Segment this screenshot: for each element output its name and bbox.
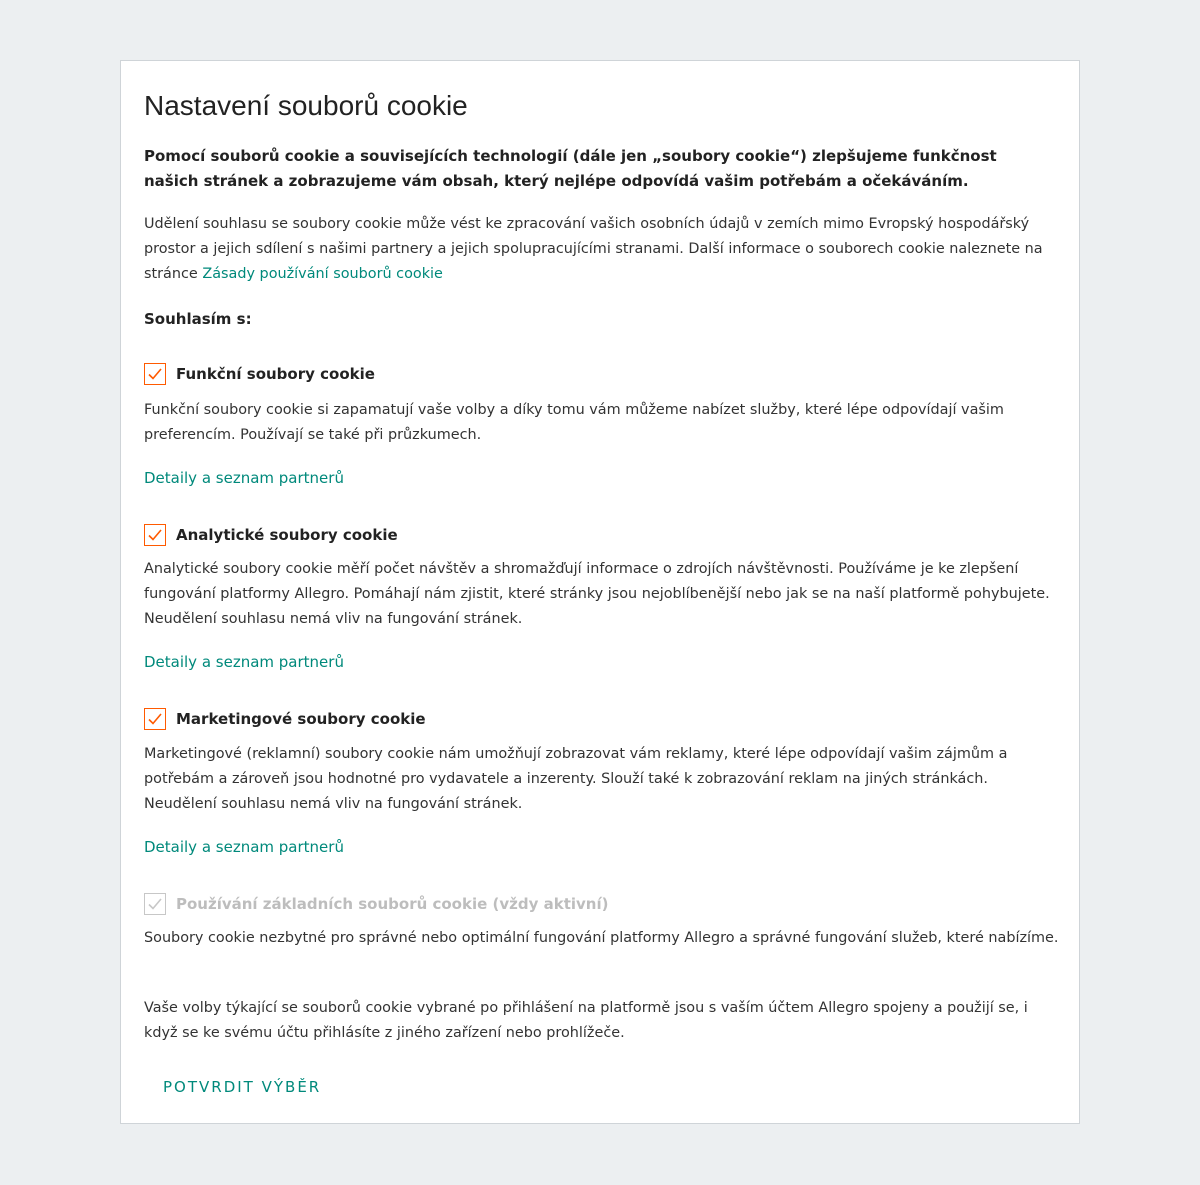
functional-label[interactable]: Funkční soubory cookie xyxy=(176,365,375,383)
option-marketing xyxy=(144,706,426,732)
essential-label: Používání základních souborů cookie (vždy aktivní) xyxy=(176,895,609,913)
marketing-details-link[interactable]: Detaily a seznam partnerů xyxy=(144,838,344,856)
option-essential xyxy=(144,891,608,917)
marketing-label[interactable]: Marketingové soubory cookie xyxy=(176,710,426,728)
marketing-description: Marketingové (reklamní) soubory cookie nám umožňují zobrazovat vám reklamy, které lépe odpovídají vašim zájmům a potřebám a zároveň jsou hodnotné pro vydavatele a inzerenty. Slouží také k zobrazování reklam na jiných stránkách. Neudělení souhlasu nemá vliv na fungování stránek. xyxy=(144,746,1008,812)
functional-description: Funkční soubory cookie si zapamatují vaše volby a díky tomu vám můžeme nabízet služby, které lépe odpovídají vašim preferencím. Používají se také při průzkumech. xyxy=(144,402,1004,443)
analytics-checkbox[interactable] xyxy=(144,524,166,546)
option-functional xyxy=(144,361,375,387)
lead-text: Pomocí souborů cookie a souvisejících technologií (dále jen „soubory cookie“) zlepšujeme funkčnost našich stránek a zobrazujeme vám obsah, který nejlépe odpovídá vašim potřebám a očekáváním. xyxy=(144,147,997,190)
checkmark-icon xyxy=(147,711,163,727)
analytics-label[interactable]: Analytické soubory cookie xyxy=(176,526,398,544)
footer-note: Vaše volby týkající se souborů cookie vybrané po přihlášení na platformě jsou s vaším účtem Allegro spojeny a použijí se, i když se ke svému účtu přihlásíte z jiného zařízení nebo prohlížeče. xyxy=(144,1000,1028,1041)
essential-checkbox xyxy=(144,893,166,915)
analytics-details-link[interactable]: Detaily a seznam partnerů xyxy=(144,653,344,671)
agree-label: Souhlasím s: xyxy=(144,310,252,328)
checkmark-icon xyxy=(147,527,163,543)
confirm-selection-button[interactable]: POTVRDIT VÝBĚR xyxy=(144,1071,340,1103)
checkmark-icon xyxy=(147,896,163,912)
functional-checkbox[interactable] xyxy=(144,363,166,385)
intro-text: Udělení souhlasu se soubory cookie může vést ke zpracování vašich osobních údajů v zemích mimo Evropský hospodářský prostor a jejich sdílení s našimi partnery a jejich spolupracujícími stranami. Další informace o souborech cookie naleznete na stránce xyxy=(144,216,1043,282)
checkmark-icon xyxy=(147,366,163,382)
dialog-title: Nastavení souborů cookie xyxy=(144,90,468,121)
cookie-policy-link[interactable]: Zásady používání souborů cookie xyxy=(202,266,443,282)
intro-paragraph xyxy=(144,212,1059,287)
essential-description: Soubory cookie nezbytné pro správné nebo optimální fungování platformy Allegro a správné fungování služeb, které nabízíme. xyxy=(144,930,1059,946)
cookie-settings-dialog xyxy=(120,60,1080,1124)
analytics-description: Analytické soubory cookie měří počet návštěv a shromažďují informace o zdrojích návštěvnosti. Používáme je ke zlepšení fungování platformy Allegro. Pomáhají nám zjistit, které stránky jsou nejoblíbenější nebo jak se na naší platformě pohybujete. Neudělení souhlasu nemá vliv na fungování stránek. xyxy=(144,561,1050,627)
marketing-checkbox[interactable] xyxy=(144,708,166,730)
functional-details-link[interactable]: Detaily a seznam partnerů xyxy=(144,469,344,487)
option-analytics xyxy=(144,522,398,548)
